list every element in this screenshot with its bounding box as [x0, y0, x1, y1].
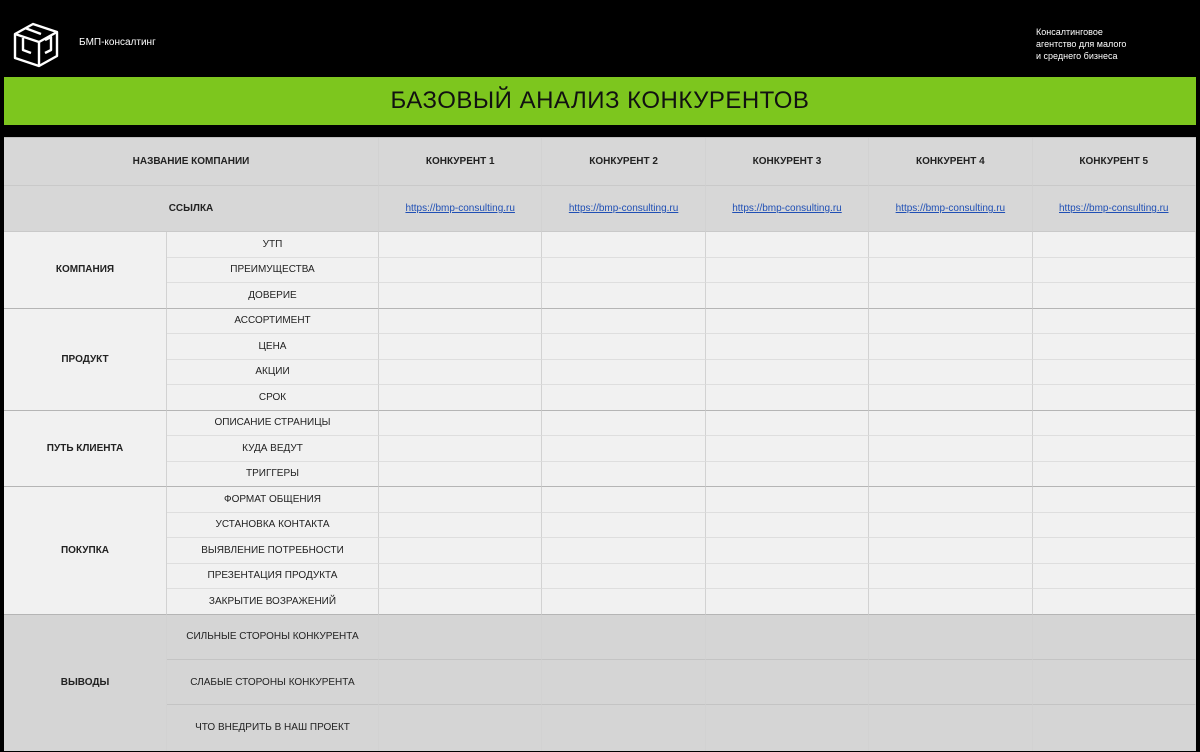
criterion-label: ДОВЕРИЕ — [167, 283, 379, 309]
analysis-input-cell[interactable] — [379, 258, 542, 284]
analysis-input-cell[interactable] — [379, 309, 542, 335]
competitor-link-cell — [1033, 186, 1196, 232]
analysis-input-cell[interactable] — [1033, 232, 1196, 258]
analysis-input-cell[interactable] — [869, 487, 1032, 513]
criterion-label: ЗАКРЫТИЕ ВОЗРАЖЕНИЙ — [167, 589, 379, 615]
analysis-input-cell[interactable] — [1033, 360, 1196, 386]
analysis-input-cell[interactable] — [1033, 309, 1196, 335]
conclusion-input-cell[interactable] — [706, 660, 869, 705]
analysis-input-cell[interactable] — [706, 385, 869, 411]
tagline-line: агентство для малого — [1036, 39, 1127, 49]
analysis-input-cell[interactable] — [542, 564, 705, 590]
analysis-input-cell[interactable] — [1033, 462, 1196, 488]
competitor-header[interactable]: КОНКУРЕНТ 5 — [1033, 138, 1196, 186]
competitor-link-cell — [706, 186, 869, 232]
analysis-input-cell[interactable] — [706, 258, 869, 284]
analysis-input-cell[interactable] — [379, 283, 542, 309]
analysis-input-cell[interactable] — [869, 513, 1032, 539]
brand-tagline — [1036, 26, 1176, 62]
criterion-label: ПРЕЗЕНТАЦИЯ ПРОДУКТА — [167, 564, 379, 590]
analysis-input-cell[interactable] — [542, 283, 705, 309]
criterion-label: ОПИСАНИЕ СТРАНИЦЫ — [167, 411, 379, 437]
competitor-link-cell — [542, 186, 705, 232]
criterion-label: ФОРМАТ ОБЩЕНИЯ — [167, 487, 379, 513]
analysis-input-cell[interactable] — [706, 462, 869, 488]
conclusion-input-cell[interactable] — [1033, 615, 1196, 661]
analysis-input-cell[interactable] — [379, 360, 542, 386]
analysis-input-cell[interactable] — [706, 487, 869, 513]
app-header — [0, 0, 1200, 76]
analysis-input-cell[interactable] — [379, 589, 542, 615]
analysis-input-cell[interactable] — [869, 589, 1032, 615]
conclusion-input-cell[interactable] — [542, 660, 705, 705]
analysis-input-cell[interactable] — [542, 334, 705, 360]
criterion-label: ТРИГГЕРЫ — [167, 462, 379, 488]
analysis-input-cell[interactable] — [1033, 283, 1196, 309]
conclusion-input-cell[interactable] — [1033, 660, 1196, 705]
analysis-input-cell[interactable] — [542, 436, 705, 462]
analysis-input-cell[interactable] — [542, 385, 705, 411]
analysis-input-cell[interactable] — [1033, 411, 1196, 437]
analysis-input-cell[interactable] — [542, 513, 705, 539]
analysis-input-cell[interactable] — [542, 258, 705, 284]
analysis-input-cell[interactable] — [379, 436, 542, 462]
analysis-input-cell[interactable] — [542, 360, 705, 386]
analysis-input-cell[interactable] — [1033, 334, 1196, 360]
analysis-input-cell[interactable] — [706, 411, 869, 437]
analysis-input-cell[interactable] — [869, 462, 1032, 488]
conclusion-input-cell[interactable] — [706, 615, 869, 661]
competitor-header[interactable]: КОНКУРЕНТ 1 — [379, 138, 542, 186]
conclusion-input-cell[interactable] — [869, 615, 1032, 661]
conclusion-input-cell[interactable] — [542, 705, 705, 751]
analysis-input-cell[interactable] — [706, 334, 869, 360]
analysis-input-cell[interactable] — [869, 334, 1032, 360]
brand-name: БМП-консалтинг — [79, 37, 156, 48]
analysis-input-cell[interactable] — [1033, 538, 1196, 564]
analysis-input-cell[interactable] — [869, 283, 1032, 309]
criterion-label: ПРЕИМУЩЕСТВА — [167, 258, 379, 284]
analysis-input-cell[interactable] — [706, 436, 869, 462]
competitor-link[interactable]: https://bmp-consulting.ru — [895, 203, 1006, 214]
criterion-label: КУДА ВЕДУТ — [167, 436, 379, 462]
section-label-customer-journey: ПУТЬ КЛИЕНТА — [4, 411, 167, 488]
analysis-input-cell[interactable] — [869, 538, 1032, 564]
analysis-input-cell[interactable] — [1033, 513, 1196, 539]
competitor-link[interactable]: https://bmp-consulting.ru — [732, 203, 842, 214]
analysis-input-cell[interactable] — [706, 232, 869, 258]
analysis-input-cell[interactable] — [1033, 258, 1196, 284]
conclusion-label: СЛАБЫЕ СТОРОНЫ КОНКУРЕНТА — [167, 660, 379, 705]
analysis-input-cell[interactable] — [379, 334, 542, 360]
analysis-input-cell[interactable] — [542, 411, 705, 437]
criterion-label: СРОК — [167, 385, 379, 411]
section-label-company: КОМПАНИЯ — [4, 232, 167, 309]
analysis-input-cell[interactable] — [1033, 564, 1196, 590]
competitor-link[interactable]: https://bmp-consulting.ru — [568, 203, 679, 214]
competitor-link[interactable]: https://bmp-consulting.ru — [405, 203, 515, 214]
analysis-input-cell[interactable] — [1033, 487, 1196, 513]
analysis-input-cell[interactable] — [869, 360, 1032, 386]
analysis-input-cell[interactable] — [1033, 385, 1196, 411]
criterion-label: УТП — [167, 232, 379, 258]
analysis-input-cell[interactable] — [869, 309, 1032, 335]
criterion-label: УСТАНОВКА КОНТАКТА — [167, 513, 379, 539]
competitor-analysis-table — [4, 137, 1196, 751]
section-label-conclusions: ВЫВОДЫ — [4, 615, 167, 751]
competitor-header[interactable]: КОНКУРЕНТ 3 — [706, 138, 869, 186]
analysis-input-cell[interactable] — [706, 589, 869, 615]
conclusion-input-cell[interactable] — [869, 705, 1032, 751]
analysis-input-cell[interactable] — [706, 360, 869, 386]
competitor-header[interactable]: КОНКУРЕНТ 2 — [542, 138, 705, 186]
conclusion-input-cell[interactable] — [379, 705, 542, 751]
analysis-input-cell[interactable] — [706, 309, 869, 335]
analysis-input-cell[interactable] — [706, 513, 869, 539]
analysis-input-cell[interactable] — [706, 564, 869, 590]
analysis-input-cell[interactable] — [542, 538, 705, 564]
criterion-label: ЦЕНА — [167, 334, 379, 360]
analysis-input-cell[interactable] — [869, 411, 1032, 437]
conclusion-label: СИЛЬНЫЕ СТОРОНЫ КОНКУРЕНТА — [167, 615, 379, 661]
company-name-header: НАЗВАНИЕ КОМПАНИИ — [4, 138, 379, 186]
analysis-input-cell[interactable] — [869, 258, 1032, 284]
analysis-input-cell[interactable] — [1033, 589, 1196, 615]
analysis-input-cell[interactable] — [542, 589, 705, 615]
analysis-input-cell[interactable] — [379, 462, 542, 488]
conclusion-input-cell[interactable] — [1033, 705, 1196, 751]
analysis-input-cell[interactable] — [869, 232, 1032, 258]
title-banner — [4, 77, 1196, 125]
analysis-input-cell[interactable] — [379, 411, 542, 437]
bmp-logo-icon — [11, 20, 63, 68]
conclusion-input-cell[interactable] — [542, 615, 705, 661]
link-row-label: ССЫЛКА — [4, 186, 379, 232]
analysis-input-cell[interactable] — [1033, 436, 1196, 462]
tagline-line: Консалтинговое — [1036, 27, 1103, 37]
analysis-input-cell[interactable] — [706, 283, 869, 309]
analysis-input-cell[interactable] — [542, 462, 705, 488]
analysis-input-cell[interactable] — [542, 232, 705, 258]
tagline-line: и среднего бизнеса — [1036, 51, 1118, 61]
section-label-product: ПРОДУКТ — [4, 309, 167, 411]
criterion-label: АССОРТИМЕНТ — [167, 309, 379, 335]
page-title: БАЗОВЫЙ АНАЛИЗ КОНКУРЕНТОВ — [390, 87, 810, 114]
conclusion-input-cell[interactable] — [379, 660, 542, 705]
criterion-label: АКЦИИ — [167, 360, 379, 386]
analysis-input-cell[interactable] — [379, 385, 542, 411]
competitor-header[interactable]: КОНКУРЕНТ 4 — [869, 138, 1032, 186]
analysis-input-cell[interactable] — [869, 436, 1032, 462]
analysis-input-cell[interactable] — [542, 487, 705, 513]
analysis-input-cell[interactable] — [706, 538, 869, 564]
analysis-input-cell[interactable] — [542, 309, 705, 335]
analysis-input-cell[interactable] — [379, 232, 542, 258]
conclusion-input-cell[interactable] — [379, 615, 542, 661]
analysis-input-cell[interactable] — [379, 538, 542, 564]
analysis-input-cell[interactable] — [869, 385, 1032, 411]
conclusion-input-cell[interactable] — [869, 660, 1032, 705]
competitor-link-cell — [379, 186, 542, 232]
conclusion-input-cell[interactable] — [706, 705, 869, 751]
analysis-input-cell[interactable] — [379, 513, 542, 539]
analysis-input-cell[interactable] — [869, 564, 1032, 590]
criterion-label: ВЫЯВЛЕНИЕ ПОТРЕБНОСТИ — [167, 538, 379, 564]
competitor-link[interactable]: https://bmp-consulting.ru — [1059, 203, 1169, 214]
competitor-link-cell — [869, 186, 1032, 232]
analysis-input-cell[interactable] — [379, 564, 542, 590]
conclusion-label: ЧТО ВНЕДРИТЬ В НАШ ПРОЕКТ — [167, 705, 379, 751]
section-label-purchase: ПОКУПКА — [4, 487, 167, 615]
analysis-input-cell[interactable] — [379, 487, 542, 513]
